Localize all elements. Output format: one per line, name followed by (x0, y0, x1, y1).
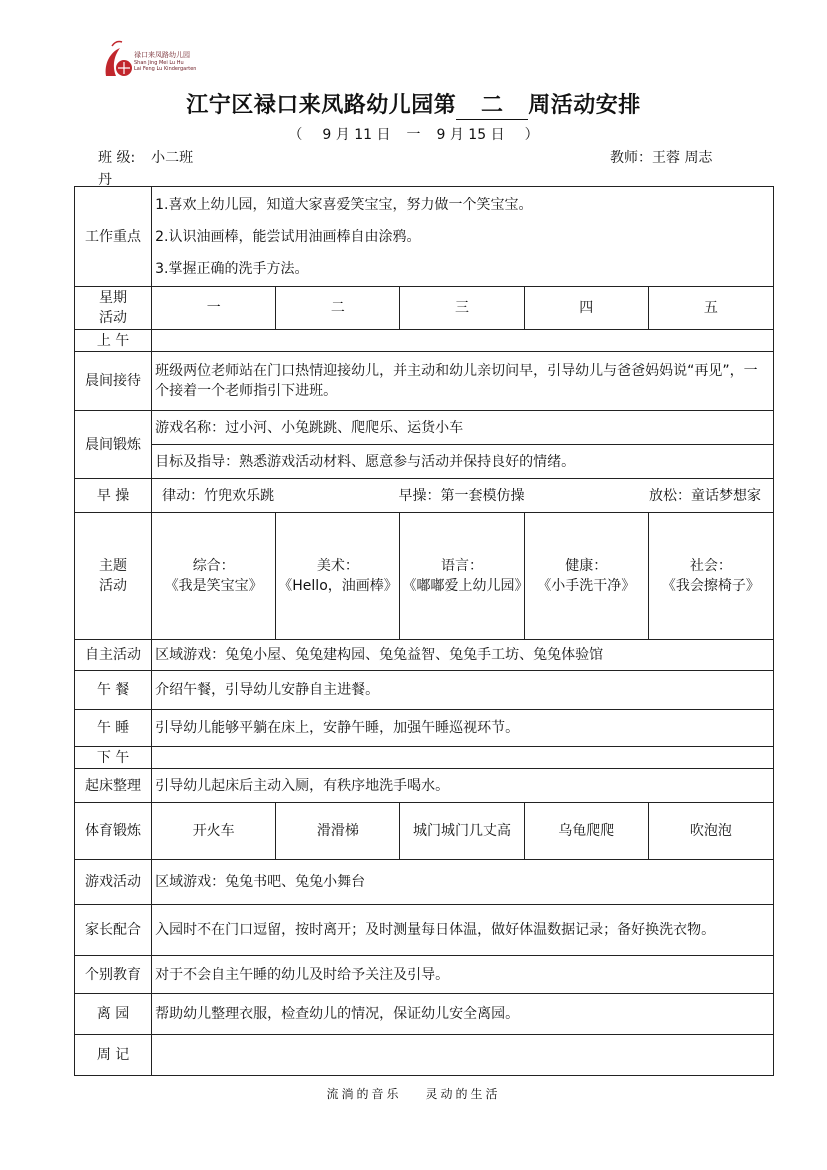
kindergarten-logo (100, 38, 220, 82)
focus-item: 3.掌握正确的洗手方法。 (155, 260, 309, 277)
wake-row (75, 769, 774, 803)
date-end: 9 月 15 日 (436, 127, 505, 143)
weekly-label: 周 记 (75, 1035, 152, 1076)
theme-name: 《嘟嘟爱上幼儿园》 (402, 578, 529, 594)
wake-label: 起床整理 (75, 769, 152, 803)
footer-right: 灵动的生活 (425, 1087, 501, 1101)
exercise-label: 晨间锻炼 (75, 411, 152, 479)
theme-row (75, 513, 774, 640)
exercise-goal-row (75, 445, 774, 479)
pe-item: 开火车 (152, 803, 276, 860)
page-footer (0, 1085, 827, 1102)
free-activity-row (75, 640, 774, 671)
theme-item (276, 513, 400, 640)
teacher-info: 教师：王蓉 周志 (610, 150, 713, 166)
day-header: 三 (400, 287, 524, 330)
class-info (98, 147, 193, 167)
exercise-goal: 目标及指导：熟悉游戏活动材料、愿意参与活动并保持良好的情绪。 (152, 445, 774, 479)
arrival-label: 晨间接待 (75, 352, 152, 411)
nap-text: 引导幼儿能够平躺在床上，安静午睡，加强午睡巡视环节。 (152, 710, 774, 747)
date-close-paren: ） (524, 127, 539, 143)
afternoon-section-blank (152, 747, 774, 769)
theme-item (152, 513, 276, 640)
date-dash: 一 (406, 127, 421, 143)
date-range (0, 124, 827, 144)
leave-label: 离 园 (75, 994, 152, 1035)
leave-text: 帮助幼儿整理衣服，检查幼儿的情况，保证幼儿安全离园。 (152, 994, 774, 1035)
play-row (75, 860, 774, 905)
day-header: 一 (152, 287, 276, 330)
title-prefix: 江宁区禄口来凤路幼儿园第 (186, 93, 457, 118)
morning-section-row (75, 330, 774, 352)
day-header-label (75, 287, 152, 330)
exercise-row (75, 411, 774, 445)
pe-item: 滑滑梯 (276, 803, 400, 860)
theme-label (75, 513, 152, 640)
pe-row (75, 803, 774, 860)
focus-item: 2.认识油画棒，能尝试用油画棒自由涂鸦。 (155, 228, 421, 245)
logo-mark-icon (100, 38, 134, 82)
focus-row (75, 187, 774, 287)
theme-category: 语言： (441, 558, 484, 574)
week-number: 二 (456, 88, 528, 120)
pe-item: 城门城门几丈高 (400, 803, 524, 860)
lunch-row (75, 671, 774, 710)
parents-label: 家长配合 (75, 905, 152, 956)
nap-label: 午 睡 (75, 710, 152, 747)
day-header: 四 (524, 287, 648, 330)
logo-name: 禄口来凤路幼儿园 (134, 51, 190, 59)
focus-label: 工作重点 (75, 187, 152, 287)
play-label: 游戏活动 (75, 860, 152, 905)
individual-label: 个别教育 (75, 956, 152, 994)
theme-name: 《我会擦椅子》 (661, 578, 760, 594)
arrival-text: 班级两位老师站在门口热情迎接幼儿，并主动和幼儿亲切问早，引导幼儿与爸爸妈妈说“再见”，一个接着一个老师指引下进班。 (152, 352, 774, 411)
drill-relax: 放松：童话梦想家 (648, 487, 761, 504)
play-text: 区域游戏：兔兔书吧、兔兔小舞台 (152, 860, 774, 905)
logo-sub-line2: Lai Feng Lu Kindergarten (134, 66, 197, 72)
nap-row (75, 710, 774, 747)
day-header: 五 (648, 287, 773, 330)
pe-item: 乌龟爬爬 (524, 803, 648, 860)
drill-content (152, 479, 774, 513)
schedule-table (74, 186, 774, 1076)
title-suffix: 周活动安排 (528, 93, 641, 118)
logo-sub-line1: Shan Jing Mei Lu Hu (134, 60, 184, 66)
theme-name: 《Hello，油画棒》 (278, 578, 398, 594)
morning-section-blank (152, 330, 774, 352)
theme-item (400, 513, 529, 640)
theme-label-line1: 主题 (99, 558, 128, 574)
theme-label-line2: 活动 (99, 578, 128, 594)
date-start: 9 月 11 日 (322, 127, 391, 143)
theme-item (648, 513, 773, 640)
theme-category: 健康： (565, 558, 608, 574)
morning-drill-row (75, 479, 774, 513)
footer-left: 流淌的音乐 (326, 1087, 402, 1101)
class-label: 班 级: (98, 150, 136, 166)
theme-name: 《小手洗干净》 (537, 578, 636, 594)
leave-row (75, 994, 774, 1035)
lunch-label: 午 餐 (75, 671, 152, 710)
focus-item: 1.喜欢上幼儿园，知道大家喜爱笑宝宝，努力做一个笑宝宝。 (155, 196, 533, 213)
theme-item (524, 513, 648, 640)
pe-label: 体育锻炼 (75, 803, 152, 860)
drill-rhythm: 律动：竹兜欢乐跳 (162, 487, 275, 504)
individual-row (75, 956, 774, 994)
page-title (0, 88, 827, 120)
free-label: 自主活动 (75, 640, 152, 671)
theme-name: 《我是笑宝宝》 (164, 578, 263, 594)
weekly-text (152, 1035, 774, 1076)
focus-content (152, 187, 774, 287)
afternoon-section-row (75, 747, 774, 769)
lunch-text: 介绍午餐，引导幼儿安静自主进餐。 (152, 671, 774, 710)
class-value: 小二班 (151, 150, 194, 166)
drill-label: 早 操 (75, 479, 152, 513)
teacher-info-wrap: 丹 (98, 172, 112, 188)
parents-text: 入园时不在门口逗留，按时离开；及时测量每日体温，做好体温数据记录；备好换洗衣物。 (152, 905, 774, 956)
header-day: 星期 (99, 290, 128, 306)
arrival-row (75, 352, 774, 411)
pe-item: 吹泡泡 (648, 803, 773, 860)
logo-subtitle (134, 60, 196, 72)
morning-section-label: 上 午 (75, 330, 152, 352)
afternoon-section-label: 下 午 (75, 747, 152, 769)
drill-exercise: 早操：第一套模仿操 (398, 487, 525, 504)
header-activity: 活动 (99, 310, 128, 326)
theme-category: 社会： (689, 558, 732, 574)
wake-text: 引导幼儿起床后主动入厕，有秩序地洗手喝水。 (152, 769, 774, 803)
exercise-game: 游戏名称：过小河、小兔跳跳、爬爬乐、运货小车 (152, 411, 774, 445)
individual-text: 对于不会自主午睡的幼儿及时给予关注及引导。 (152, 956, 774, 994)
parents-row (75, 905, 774, 956)
day-header-row (75, 287, 774, 330)
weekly-row (75, 1035, 774, 1076)
date-open-paren: （ (288, 127, 303, 143)
free-text: 区域游戏：兔兔小屋、兔兔建构园、兔兔益智、兔兔手工坊、兔兔体验馆 (152, 640, 774, 671)
day-header: 二 (276, 287, 400, 330)
theme-category: 美术： (316, 558, 359, 574)
theme-category: 综合： (192, 558, 235, 574)
